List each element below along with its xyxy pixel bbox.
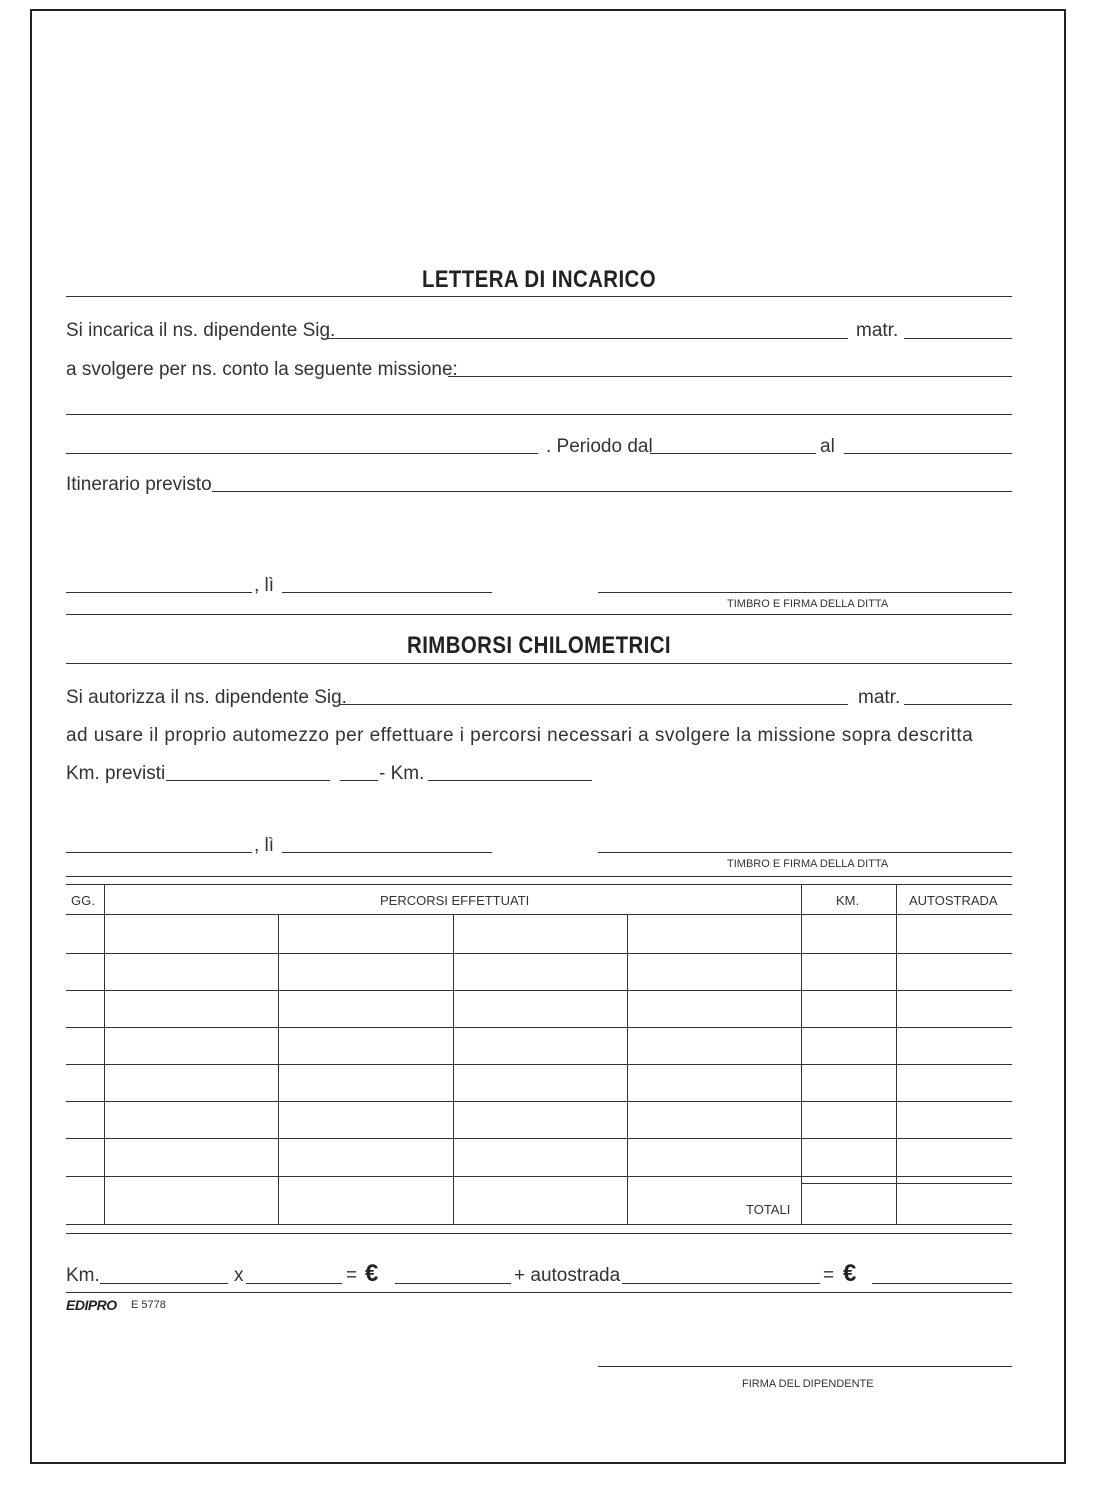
automezzo-text: ad usare il proprio automezzo per effettuare i percorsi necessari a svolgere la missione sopra descritta (66, 725, 974, 746)
li-label-2: , lì (254, 835, 275, 856)
timbro-caption: TIMBRO E FIRMA DELLA DITTA (727, 598, 889, 610)
km-previsti-label: Km. previsti (66, 763, 166, 784)
missione-field-2[interactable] (66, 414, 1012, 415)
firma-dipendente-caption: FIRMA DEL DIPENDENTE (742, 1378, 874, 1390)
luogo-field[interactable] (66, 592, 252, 593)
header-gg: GG. (71, 893, 95, 908)
table-bottom-rule-2 (66, 1233, 1012, 1234)
calc-bottom-rule (66, 1292, 1012, 1293)
table-row[interactable] (66, 1027, 1012, 1028)
section-title-lettera-incarico: LETTERA DI INCARICO (422, 266, 656, 293)
luogo-field-2[interactable] (66, 852, 252, 853)
incarica-label: Si incarica il ns. dipendente Sig. (66, 320, 336, 341)
matr-field-2[interactable] (904, 704, 1012, 705)
km-previsti-field[interactable] (166, 780, 330, 781)
itinerario-label: Itinerario previsto (66, 474, 212, 495)
calc-km-field[interactable] (100, 1283, 228, 1284)
missione-label: a svolgere per ns. conto la seguente missione: (66, 359, 458, 380)
table-row[interactable] (66, 1176, 1012, 1177)
totali-label: TOTALI (746, 1202, 791, 1217)
section-title-rimborsi: RIMBORSI CHILOMETRICI (407, 632, 671, 659)
section-divider (66, 614, 1012, 615)
km-short-field[interactable] (340, 780, 378, 781)
table-bottom-rule (66, 1224, 1012, 1225)
matr-label-2: matr. (858, 687, 901, 708)
col-divider-km (801, 884, 802, 1224)
table-top-rule (66, 876, 1012, 877)
timbro-firma-field[interactable] (598, 592, 1012, 593)
calc-eq-2: = (823, 1265, 835, 1286)
firma-dipendente-field[interactable] (598, 1366, 1012, 1367)
calc-eq-1: = (346, 1265, 358, 1286)
km-field[interactable] (428, 780, 592, 781)
table-row[interactable] (66, 1138, 1012, 1139)
table-row[interactable] (66, 1101, 1012, 1102)
title-rule-2 (66, 663, 1012, 664)
calc-rate-field[interactable] (246, 1283, 342, 1284)
itinerario-field[interactable] (212, 491, 1012, 492)
calc-x-label: x (234, 1265, 244, 1286)
col-divider-p2 (453, 914, 454, 1224)
col-divider-p3 (627, 914, 628, 1224)
dipendente-name-field[interactable] (328, 338, 848, 339)
table-header-top (66, 884, 1012, 885)
totali-top-rule (801, 1183, 1012, 1184)
table-row[interactable] (66, 990, 1012, 991)
data-field[interactable] (282, 592, 492, 593)
timbro-firma-field-2[interactable] (598, 852, 1012, 853)
matr-label: matr. (856, 320, 899, 341)
matr-field[interactable] (904, 338, 1012, 339)
periodo-al-field[interactable] (844, 453, 1012, 454)
km-dash-label: - Km. (379, 763, 425, 784)
title-rule (66, 296, 1012, 297)
table-header-bottom (66, 914, 1012, 915)
data-field-2[interactable] (282, 852, 492, 853)
al-label: al (820, 436, 835, 457)
euro-icon: € (365, 1260, 379, 1287)
calc-subtotal-field[interactable] (395, 1283, 511, 1284)
euro-icon-2: € (843, 1260, 857, 1287)
calc-autostrada-field[interactable] (622, 1283, 820, 1284)
timbro-caption-2: TIMBRO E FIRMA DELLA DITTA (727, 858, 889, 870)
col-divider-gg (104, 884, 105, 1224)
col-divider-autostrada (896, 884, 897, 1224)
autorizza-label: Si autorizza il ns. dipendente Sig. (66, 687, 347, 708)
calc-km-label: Km. (66, 1265, 100, 1286)
col-divider-p1 (278, 914, 279, 1224)
periodo-label: . Periodo dal (546, 436, 653, 457)
missione-field-3[interactable] (66, 453, 538, 454)
plus-autostrada-label: + autostrada (514, 1265, 621, 1286)
autorizza-name-field[interactable] (340, 704, 848, 705)
missione-field-1[interactable] (448, 376, 1012, 377)
header-km: KM. (836, 893, 860, 908)
header-autostrada: AUTOSTRADA (909, 893, 998, 908)
li-label: , lì (254, 575, 275, 596)
table-row[interactable] (66, 1064, 1012, 1065)
table-row[interactable] (66, 953, 1012, 954)
form-code: E 5778 (131, 1299, 166, 1311)
calc-total-field[interactable] (872, 1283, 1012, 1284)
header-percorsi: PERCORSI EFFETTUATI (380, 893, 530, 908)
edipro-logo: EDIPRO (66, 1297, 117, 1313)
periodo-dal-field[interactable] (650, 453, 816, 454)
